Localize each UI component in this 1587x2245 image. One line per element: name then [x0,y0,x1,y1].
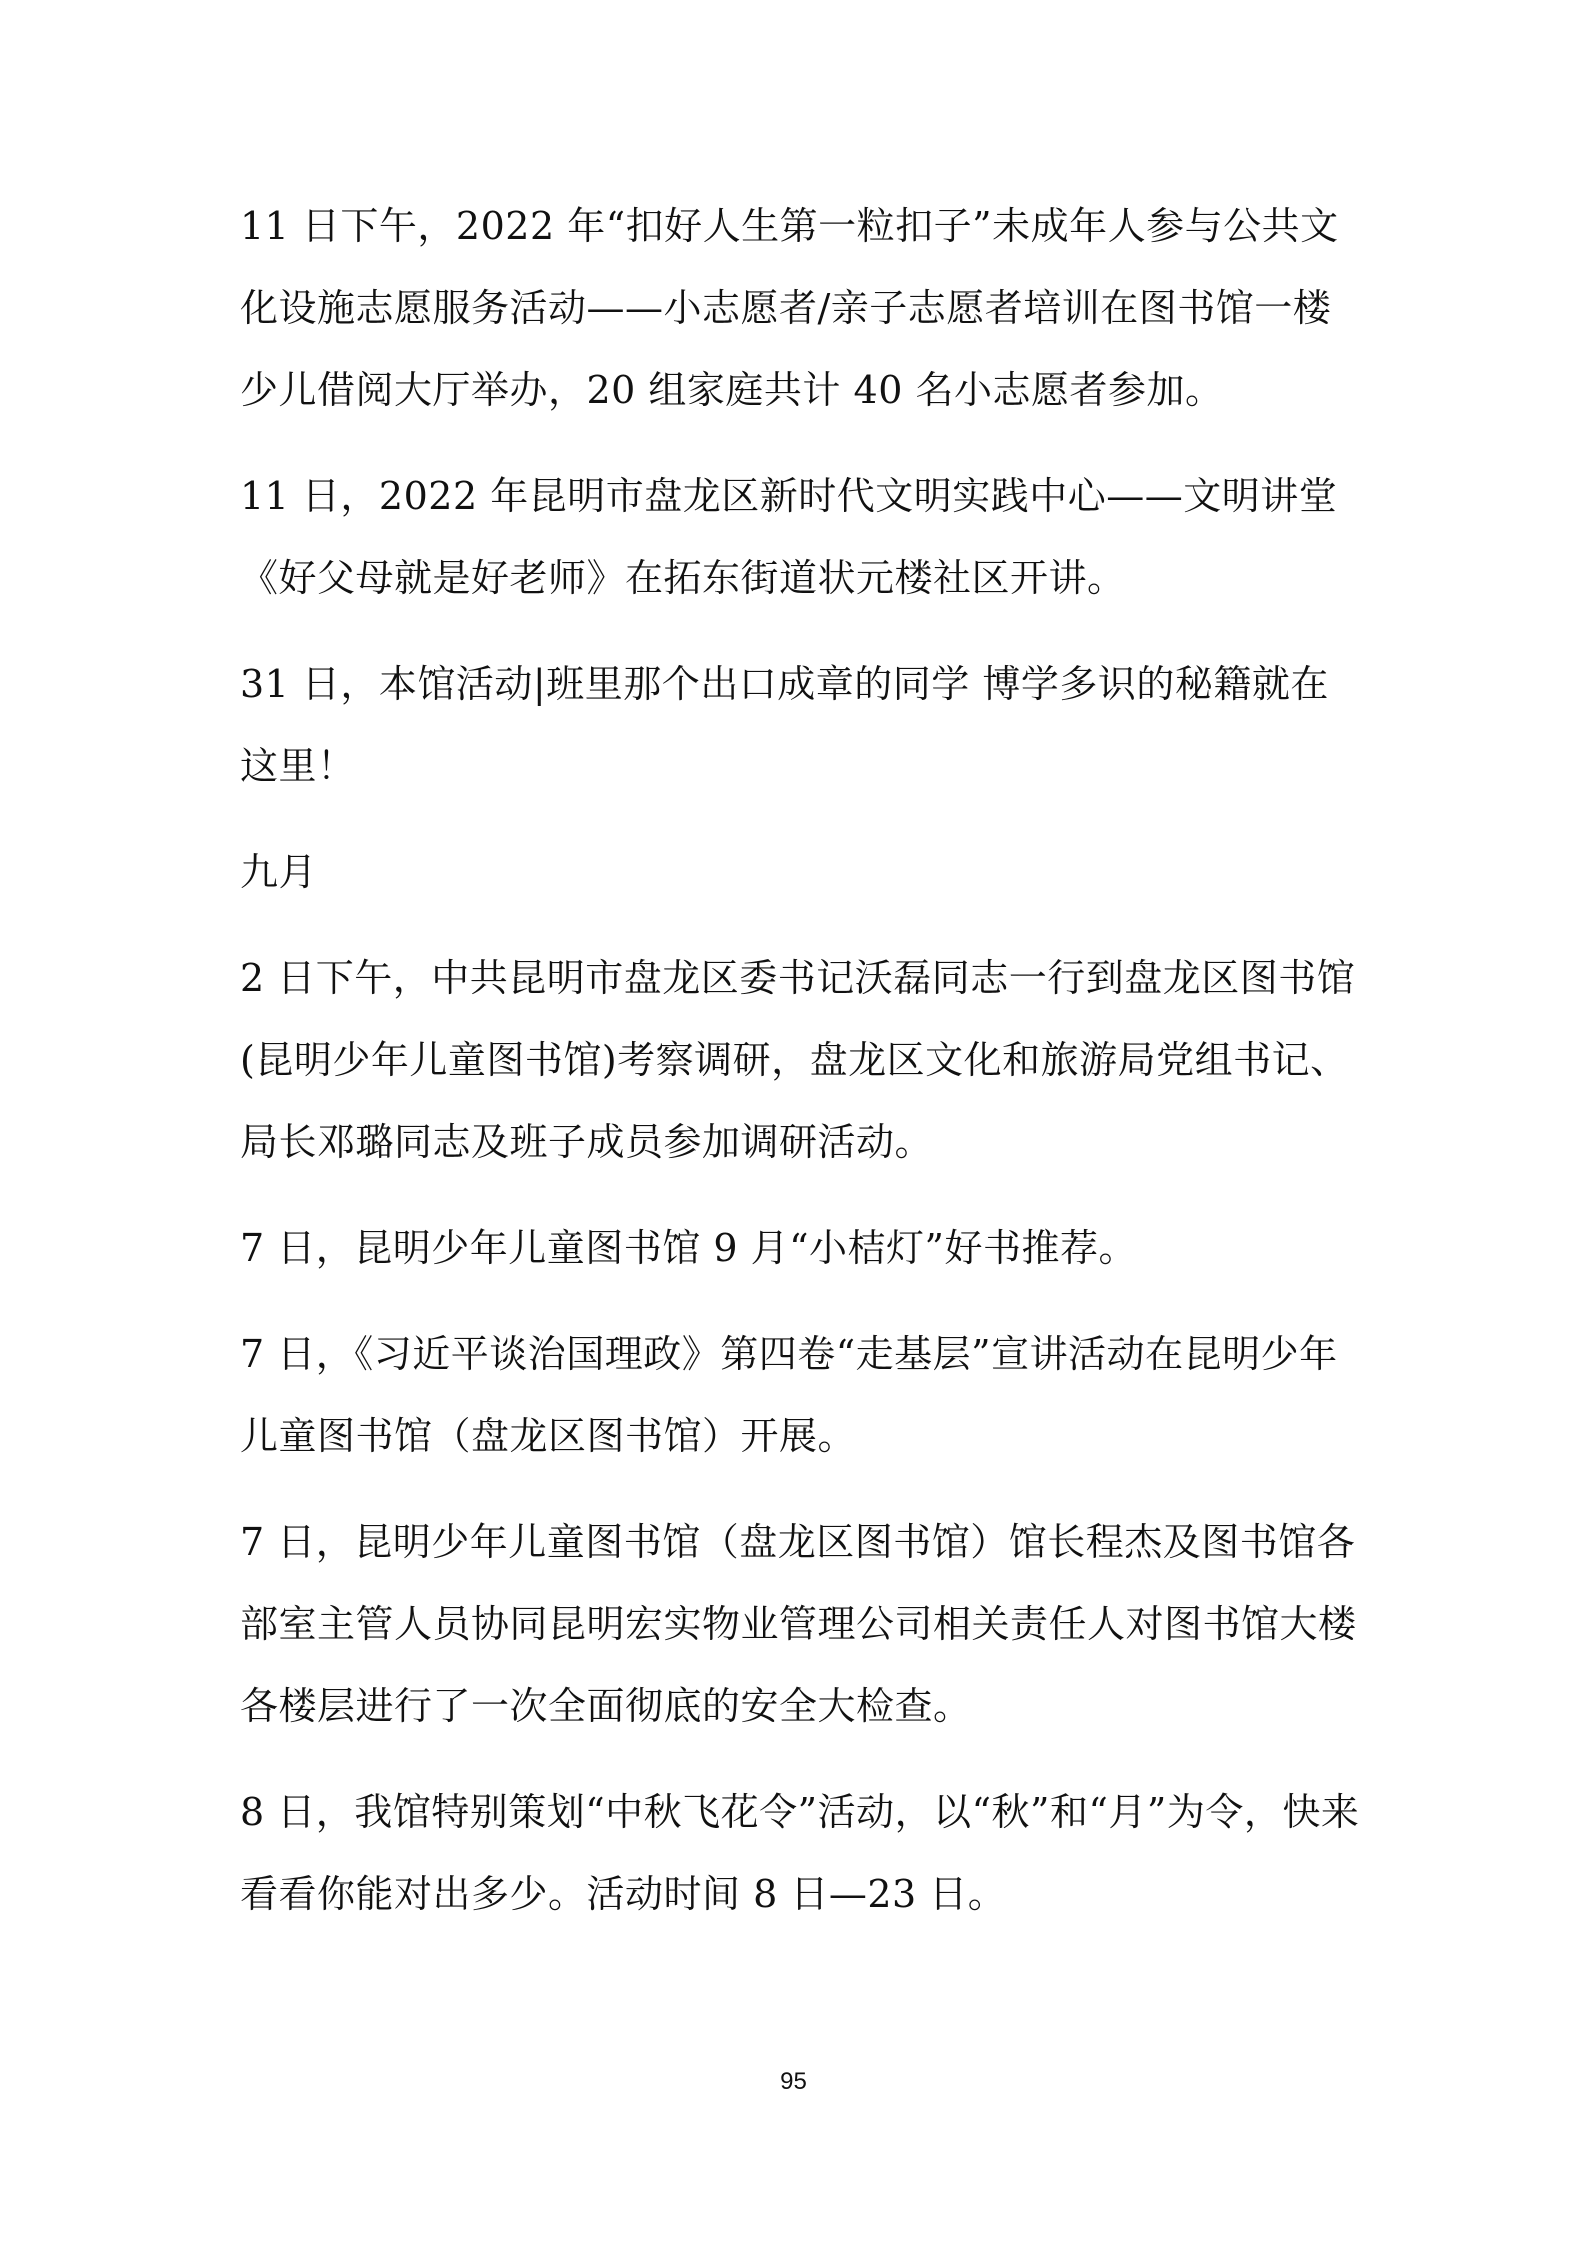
paragraph: 7 日，昆明少年儿童图书馆（盘龙区图书馆）馆长程杰及图书馆各部室主管人员协同昆明宏实物业管理公司相关责任人对图书馆大楼各楼层进行了一次全面彻底的安全大检查。 [240,1520,1357,1728]
document-body [240,185,1360,1959]
paragraph: 7 日，昆明少年儿童图书馆 9 月“小桔灯”好书推荐。 [240,1226,1137,1270]
paragraph: 31 日，本馆活动|班里那个出口成章的同学 博学多识的秘籍就在这里！ [240,662,1329,788]
section-heading: 九月 [240,850,318,894]
page-number: 95 [780,2068,807,2095]
paragraph: 7 日，《习近平谈治国理政》第四卷“走基层”宣讲活动在昆明少年儿童图书馆（盘龙区图书馆）开展。 [240,1332,1338,1458]
paragraph: 8 日，我馆特别策划“中秋飞花令”活动，以“秋”和“月”为令，快来看看你能对出多少。活动时间 8 日—23 日。 [240,1790,1360,1916]
paragraph: 11 日，2022 年昆明市盘龙区新时代文明实践中心——文明讲堂《好父母就是好老师》在拓东街道状元楼社区开讲。 [240,474,1338,600]
paragraph: 11 日下午，2022 年“扣好人生第一粒扣子”未成年人参与公共文化设施志愿服务活动——小志愿者/亲子志愿者培训在图书馆一楼少儿借阅大厅举办，20 组家庭共计 40 名小志愿者参加。 [240,204,1339,412]
paragraph: 2 日下午，中共昆明市盘龙区委书记沃磊同志一行到盘龙区图书馆(昆明少年儿童图书馆)考察调研，盘龙区文化和旅游局党组书记、局长邓璐同志及班子成员参加调研活动。 [240,956,1356,1164]
